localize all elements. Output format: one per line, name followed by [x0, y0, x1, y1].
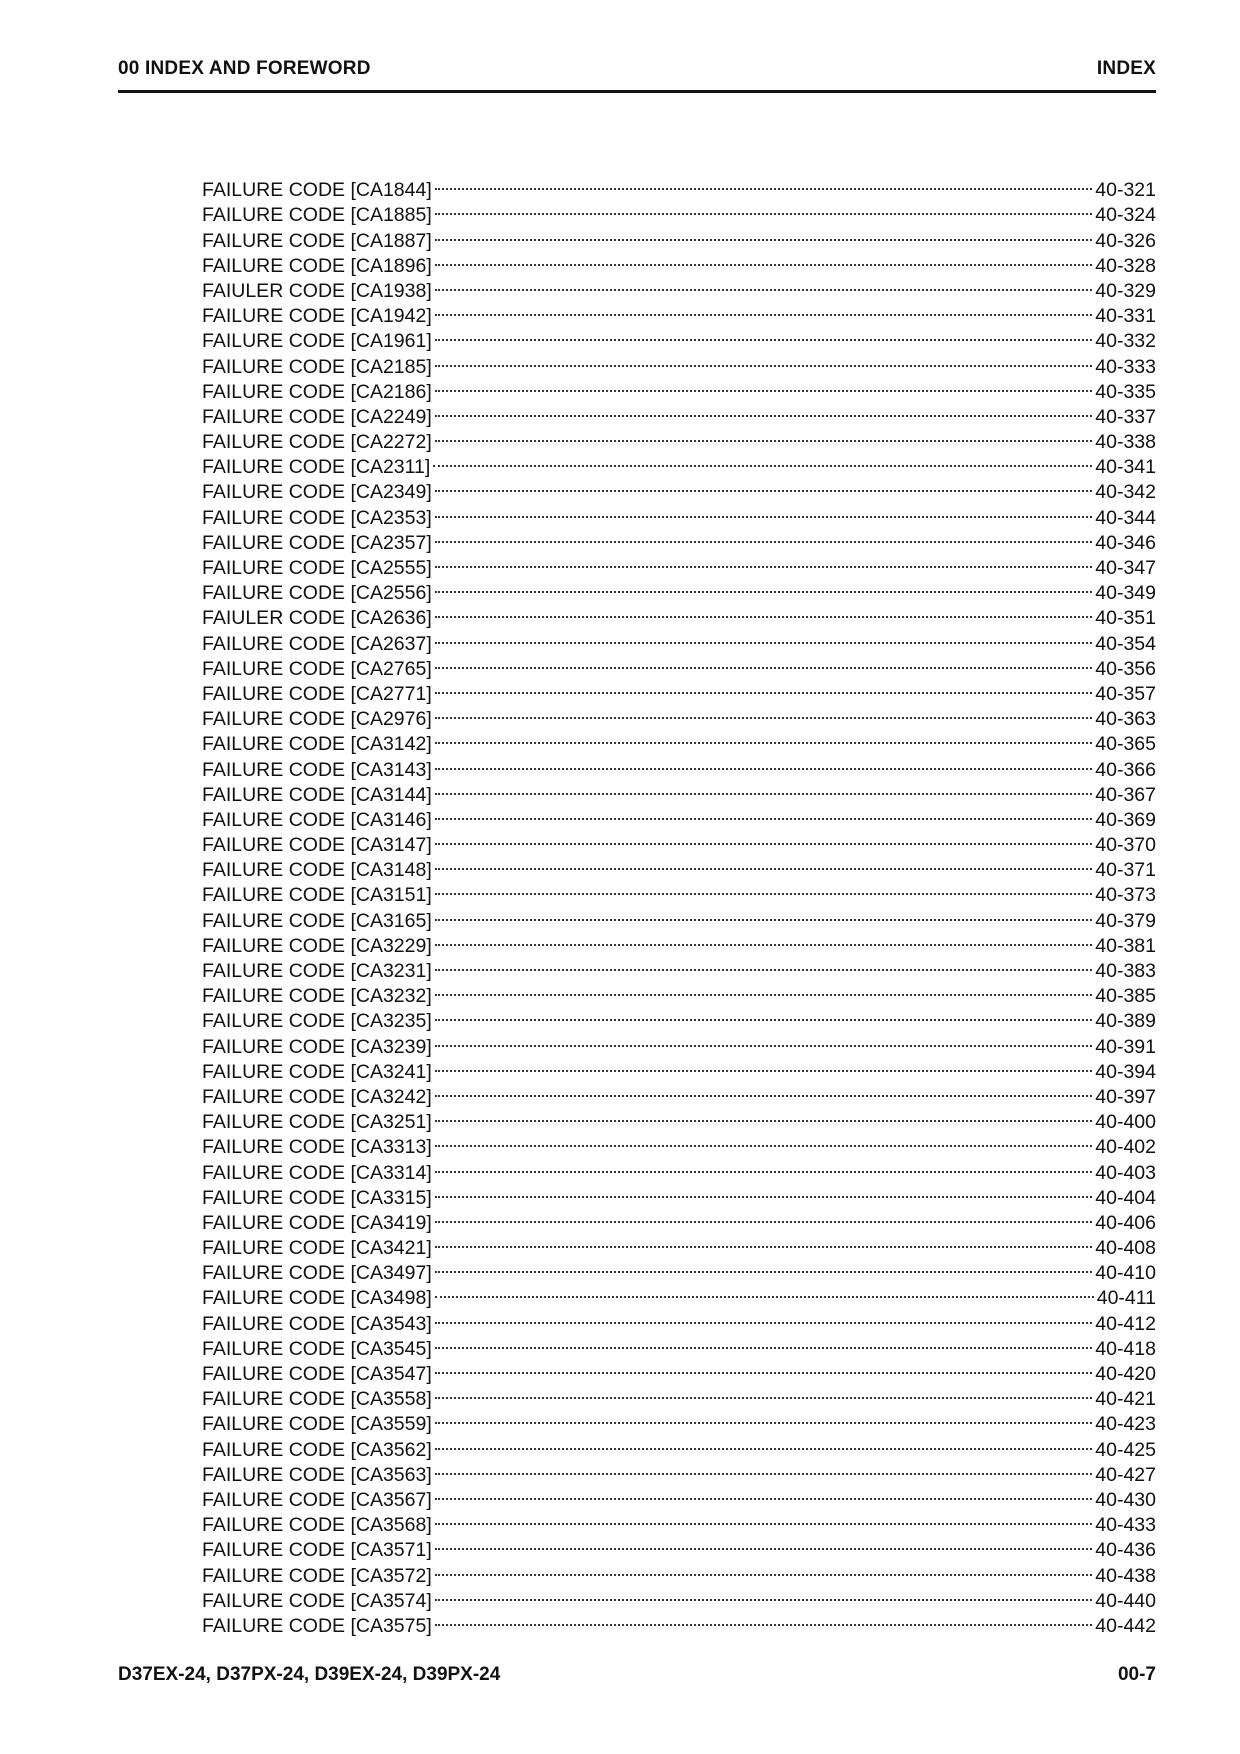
- dot-leader: [435, 725, 1093, 750]
- index-entry-page: 40-329: [1095, 279, 1156, 302]
- index-entry-title: FAILURE CODE [CA3563]: [202, 1463, 432, 1486]
- index-entry-title: FAILURE CODE [CA3232]: [202, 985, 432, 1008]
- index-entry-page: 40-333: [1095, 355, 1156, 378]
- index-entry-page: 40-344: [1095, 506, 1156, 529]
- dot-leader: [435, 1229, 1093, 1254]
- index-entry-title: FAILURE CODE [CA3558]: [202, 1388, 432, 1411]
- index-entry-page: 40-331: [1095, 305, 1156, 328]
- index-entry-page: 40-421: [1095, 1388, 1156, 1411]
- section-title: 00 INDEX AND FOREWORD: [118, 58, 371, 79]
- index-entry-page: 40-381: [1095, 934, 1156, 957]
- dot-leader: [435, 977, 1093, 1002]
- index-entry-title: FAILURE CODE [CA3151]: [202, 884, 432, 907]
- dot-leader: [435, 1506, 1093, 1531]
- dot-leader: [435, 196, 1093, 221]
- index-entry-title: FAILURE CODE [CA2637]: [202, 632, 432, 655]
- index-entry-page: 40-332: [1095, 330, 1156, 353]
- index-entry-page: 40-423: [1095, 1413, 1156, 1436]
- index-entry-title: FAILURE CODE [CA3242]: [202, 1085, 432, 1108]
- index-entry-page: 40-408: [1095, 1237, 1156, 1260]
- index-entry-page: 40-365: [1095, 733, 1156, 756]
- index-entry-page: 40-351: [1095, 607, 1156, 630]
- index-entry-page: 40-347: [1095, 557, 1156, 579]
- index-entry-page: 40-370: [1095, 834, 1156, 857]
- index-entry-title: FAILURE CODE [CA3545]: [202, 1337, 432, 1360]
- dot-leader: [435, 1531, 1093, 1556]
- index-entry-page: 40-400: [1095, 1111, 1156, 1134]
- index-entry-page: 40-442: [1095, 1614, 1156, 1637]
- dot-leader: [435, 1405, 1093, 1430]
- dot-leader: [435, 1556, 1093, 1581]
- index-entry-page: 40-425: [1095, 1438, 1156, 1461]
- index-entry-page: 40-385: [1095, 985, 1156, 1008]
- index-entry-title: FAILURE CODE [CA2771]: [202, 682, 432, 705]
- index-entry-page: 40-402: [1095, 1136, 1156, 1159]
- dot-leader: [435, 1103, 1093, 1128]
- index-entry-page: 40-354: [1095, 632, 1156, 655]
- index-entry-page: 40-373: [1095, 884, 1156, 907]
- index-entry-title: FAILURE CODE [CA1885]: [202, 204, 432, 227]
- dot-leader: [435, 1481, 1093, 1506]
- dot-leader: [435, 1027, 1093, 1052]
- dot-leader: [435, 1204, 1093, 1229]
- dot-leader: [435, 801, 1093, 826]
- index-entry-page: 40-363: [1095, 708, 1156, 731]
- index-entry-title: FAILURE CODE [CA2555]: [202, 557, 432, 579]
- dot-leader: [435, 498, 1093, 523]
- index-entry-title: FAILURE CODE [CA3315]: [202, 1186, 432, 1209]
- dot-leader: [435, 1330, 1093, 1355]
- dot-leader: [435, 927, 1093, 952]
- index-entry-title: FAILURE CODE [CA2765]: [202, 657, 432, 680]
- dot-leader: [435, 1582, 1093, 1607]
- index-entry-page: 40-404: [1095, 1186, 1156, 1209]
- index-entry-title: FAILURE CODE [CA3146]: [202, 808, 432, 831]
- dot-leader: [435, 826, 1093, 851]
- index-entry-title: FAILURE CODE [CA2272]: [202, 431, 432, 454]
- dot-leader: [435, 599, 1093, 624]
- dot-leader: [435, 1304, 1093, 1329]
- index-entry-page: 40-440: [1095, 1589, 1156, 1612]
- index-entry-title: FAILURE CODE [CA3568]: [202, 1514, 432, 1537]
- index-entry-page: 40-379: [1095, 909, 1156, 932]
- dot-leader: [435, 247, 1093, 272]
- dot-leader: [435, 221, 1093, 246]
- dot-leader: [435, 473, 1093, 498]
- index-entry-title: FAILURE CODE [CA3574]: [202, 1589, 432, 1612]
- index-entry-title: FAILURE CODE [CA3559]: [202, 1413, 432, 1436]
- page-title: INDEX: [1096, 58, 1156, 79]
- dot-leader: [435, 1430, 1093, 1455]
- index-entry-title: FAILURE CODE [CA3498]: [202, 1287, 432, 1310]
- index-entry-title: FAILURE CODE [CA3231]: [202, 960, 432, 982]
- page-number: 00-7: [1117, 1664, 1156, 1685]
- dot-leader: [435, 373, 1093, 398]
- index-entry-page: 40-328: [1095, 254, 1156, 277]
- index-entry-title: FAILURE CODE [CA3235]: [202, 1010, 432, 1033]
- index-entry-title: FAILURE CODE [CA3143]: [202, 758, 432, 781]
- index-entry-title: FAIULER CODE [CA1938]: [202, 279, 432, 302]
- dot-leader: [435, 1254, 1093, 1279]
- index-entry-title: FAILURE CODE [CA3144]: [202, 783, 432, 806]
- index-entry-page: 40-406: [1095, 1211, 1156, 1234]
- index-entry-page: 40-366: [1095, 758, 1156, 781]
- dot-leader: [435, 347, 1093, 372]
- index-entry-page: 40-410: [1095, 1262, 1156, 1285]
- index-entry-page: 40-342: [1095, 481, 1156, 504]
- dot-leader: [435, 1355, 1093, 1380]
- dot-leader: [435, 876, 1093, 901]
- dot-leader: [435, 423, 1093, 448]
- index-entry-title: FAILURE CODE [CA3575]: [202, 1614, 432, 1637]
- dot-leader: [435, 272, 1093, 297]
- dot-leader: [435, 776, 1093, 801]
- index-entry-title: FAILURE CODE [CA3572]: [202, 1564, 432, 1587]
- model-names: D37EX-24, D37PX-24, D39EX-24, D39PX-24: [118, 1664, 501, 1685]
- dot-leader: [435, 750, 1093, 775]
- dot-leader: [435, 851, 1093, 876]
- index-entry-page: 40-397: [1095, 1085, 1156, 1108]
- dot-leader: [435, 1078, 1093, 1103]
- dot-leader: [435, 901, 1093, 926]
- dot-leader: [435, 624, 1093, 649]
- index-entry-title: FAILURE CODE [CA3571]: [202, 1539, 432, 1562]
- index-entry-page: 40-321: [1095, 179, 1156, 202]
- index-entry-title: FAILURE CODE [CA2311]: [202, 456, 431, 479]
- index-entry-page: 40-394: [1095, 1060, 1156, 1083]
- index-entry-title: FAILURE CODE [CA2556]: [202, 582, 432, 605]
- dot-leader: [435, 297, 1093, 322]
- index-entry-title: FAILURE CODE [CA3562]: [202, 1438, 432, 1461]
- index-entry-title: FAILURE CODE [CA3543]: [202, 1312, 432, 1335]
- index-entry-title: FAILURE CODE [CA3165]: [202, 909, 432, 932]
- index-entry-title: FAILURE CODE [CA1942]: [202, 305, 432, 328]
- dot-leader: [435, 574, 1093, 599]
- index-entry-title: FAILURE CODE [CA1844]: [202, 179, 432, 202]
- index-entry-title: FAILURE CODE [CA2349]: [202, 481, 432, 504]
- index-entry-title: FAILURE CODE [CA3497]: [202, 1262, 432, 1285]
- index-entry-title: FAILURE CODE [CA3229]: [202, 934, 432, 957]
- index-entry-page: 40-418: [1095, 1337, 1156, 1360]
- index-entry-title: FAILURE CODE [CA2357]: [202, 531, 432, 554]
- index-list: [202, 171, 1156, 1637]
- index-entry-page: 40-349: [1095, 582, 1156, 605]
- index-entry-page: 40-411: [1096, 1287, 1156, 1310]
- dot-leader: [435, 1456, 1093, 1481]
- index-entry-page: 40-391: [1095, 1035, 1156, 1058]
- dot-leader: [435, 1179, 1093, 1204]
- index-entry-page: 40-356: [1095, 657, 1156, 680]
- index-entry-page: 40-433: [1095, 1514, 1156, 1537]
- index-entry-page: 40-326: [1095, 229, 1156, 252]
- dot-leader: [435, 1607, 1093, 1632]
- index-entry-title: FAILURE CODE [CA2186]: [202, 380, 432, 403]
- index-entry-page: 40-427: [1095, 1463, 1156, 1486]
- dot-leader: [435, 650, 1093, 675]
- index-entry-page: 40-438: [1095, 1564, 1156, 1587]
- index-entry-page: 40-346: [1095, 531, 1156, 554]
- index-entry-title: FAILURE CODE [CA3148]: [202, 859, 432, 882]
- dot-leader: [435, 1279, 1094, 1304]
- dot-leader: [435, 322, 1093, 347]
- dot-leader: [435, 549, 1093, 574]
- index-entry-page: 40-430: [1095, 1488, 1156, 1511]
- index-entry-title: FAILURE CODE [CA2249]: [202, 405, 432, 428]
- index-entry-title: FAILURE CODE [CA3251]: [202, 1111, 432, 1134]
- index-entry-title: FAILURE CODE [CA3142]: [202, 733, 432, 756]
- index-entry-page: 40-389: [1095, 1010, 1156, 1033]
- index-entry-title: FAILURE CODE [CA1961]: [202, 330, 432, 353]
- dot-leader: [435, 1002, 1093, 1027]
- index-entry-page: 40-338: [1095, 431, 1156, 454]
- index-entry: [202, 171, 1156, 202]
- index-entry-title: FAILURE CODE [CA2976]: [202, 708, 432, 731]
- dot-leader: [435, 171, 1093, 196]
- index-entry-title: FAILURE CODE [CA3241]: [202, 1060, 432, 1083]
- index-entry-page: 40-436: [1095, 1539, 1156, 1562]
- index-entry-title: FAILURE CODE [CA3313]: [202, 1136, 432, 1159]
- index-entry-title: FAILURE CODE [CA3547]: [202, 1363, 432, 1385]
- index-entry-title: FAILURE CODE [CA3147]: [202, 834, 432, 857]
- dot-leader: [435, 1153, 1093, 1178]
- index-entry-title: FAILURE CODE [CA3239]: [202, 1035, 432, 1058]
- dot-leader: [435, 1053, 1093, 1078]
- index-entry-title: FAILURE CODE [CA1896]: [202, 254, 432, 277]
- dot-leader: [435, 1128, 1093, 1153]
- dot-leader: [435, 1380, 1093, 1405]
- dot-leader: [435, 675, 1093, 700]
- index-entry-title: FAILURE CODE [CA3567]: [202, 1488, 432, 1511]
- index-entry-title: FAILURE CODE [CA2185]: [202, 355, 432, 378]
- index-entry-title: FAILURE CODE [CA2353]: [202, 506, 432, 529]
- index-entry-page: 40-324: [1095, 204, 1156, 227]
- dot-leader: [435, 700, 1093, 725]
- page-footer: [118, 1664, 1156, 1690]
- index-entry-page: 40-420: [1095, 1363, 1156, 1385]
- index-entry-title: FAILURE CODE [CA3314]: [202, 1161, 432, 1184]
- index-entry-title: FAILURE CODE [CA3419]: [202, 1211, 432, 1234]
- dot-leader: [435, 398, 1093, 423]
- dot-leader: [435, 952, 1093, 977]
- index-entry-title: FAILURE CODE [CA3421]: [202, 1237, 432, 1260]
- index-entry-page: 40-383: [1095, 960, 1156, 982]
- dot-leader: [433, 448, 1092, 473]
- index-entry-page: 40-369: [1095, 808, 1156, 831]
- dot-leader: [435, 524, 1093, 549]
- index-entry-page: 40-367: [1095, 783, 1156, 806]
- index-entry-page: 40-341: [1095, 456, 1156, 479]
- index-entry-title: FAILURE CODE [CA1887]: [202, 229, 432, 252]
- index-entry-page: 40-403: [1095, 1161, 1156, 1184]
- index-entry-page: 40-412: [1095, 1312, 1156, 1335]
- index-entry-page: 40-357: [1095, 682, 1156, 705]
- index-entry-title: FAIULER CODE [CA2636]: [202, 607, 432, 630]
- page-header: [118, 56, 1156, 93]
- index-entry-page: 40-337: [1095, 405, 1156, 428]
- index-entry-page: 40-335: [1095, 380, 1156, 403]
- index-entry-page: 40-371: [1095, 859, 1156, 882]
